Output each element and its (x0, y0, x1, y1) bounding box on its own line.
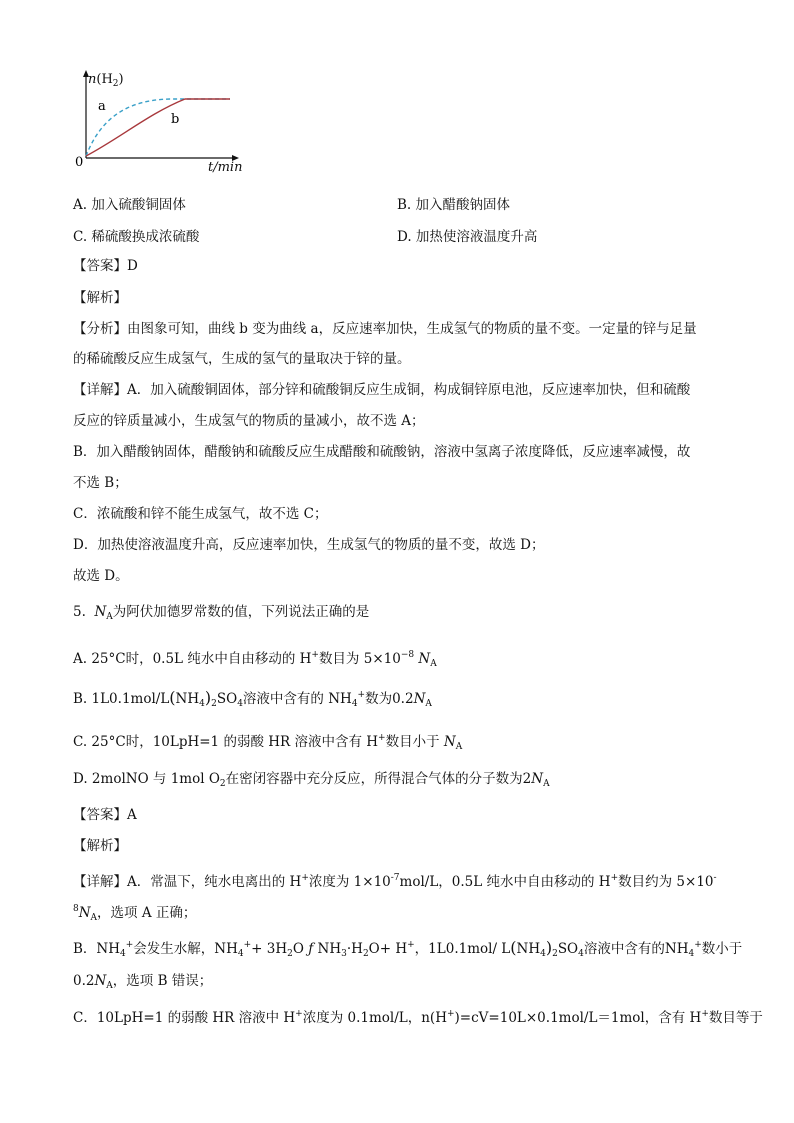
q4-analysis-tag: 【解析】 (73, 290, 127, 306)
q5-option-d: D. 2molNO 与 1mol $O_2$在密闭容器中充分反应，所得混合气体的分子数为$2N_A$ (73, 771, 550, 789)
q5-detail-line-3: B．$NH_4^+$会发生水解，$NH_4^++ 3H_2O$ ƒ $NH_3\cdot H_2O+ H^+$，1L0.1mol/ $L(NH_4)_2SO_4$溶液中含有的$NH_4^+$数小于 (73, 938, 743, 959)
curve-b-label: b (171, 112, 180, 127)
origin-label: 0 (75, 155, 84, 170)
q4-detail-line-1: 【详解】A．加入硫酸铜固体，部分锌和硫酸铜反应生成铜，构成铜锌原电池，反应速率加快，但和硫酸 (73, 382, 691, 398)
q5-stem: 5. $N_A$为阿伏加德罗常数的值，下列说法正确的是 (73, 604, 370, 622)
q5-option-a: A. 25°C时，0.5L 纯水中自由移动的 H+数目为 $5\times 10^{-8}$ $N_A$ (73, 650, 437, 669)
q4-detail-line-4: 不选 B； (73, 475, 128, 491)
curve-a (86, 99, 230, 156)
q5-detail-line-2: $^8N_A$，选项 A 正确； (73, 904, 197, 923)
q5-option-b: B. $1L0.1mol/L(NH_4)_2SO_4$溶液中含有的 $NH_4^+$数为$0.2N_A$ (73, 688, 432, 709)
q5-detail-line-5: C．10LpH=1 的弱酸 HR 溶液中 H+浓度为 0.1mol/L，n(H+)=cV=10L×0.1mol/L＝1mol，含有 H+数目等于 (73, 1009, 763, 1026)
q4-option-c: C. 稀硫酸换成浓硫酸 (73, 229, 200, 245)
q4-detail-line-7: 故选 D。 (73, 568, 129, 584)
q4-detail-line-3: B．加入醋酸钠固体，醋酸钠和硫酸反应生成醋酸和硫酸钠，溶液中氢离子浓度降低，反应速率减慢，故 (73, 444, 691, 460)
q4-detail-line-2: 反应的锌质量减小，生成氢气的物质的量减小，故不选 A； (73, 413, 425, 429)
q4-answer: 【答案】D (73, 258, 138, 274)
y-axis-label: $n(H_2)$ (88, 72, 124, 89)
q4-fenxi-line-2: 的稀硫酸反应生成氢气，生成的氢气的量取决于锌的量。 (73, 351, 411, 367)
q5-answer: 【答案】A (73, 807, 137, 823)
q4-detail-line-6: D．加热使溶液温度升高，反应速率加快，生成氢气的物质的量不变，故选 D； (73, 537, 545, 553)
q4-option-b: B. 加入醋酸钠固体 (397, 197, 511, 213)
q5-option-c: C. 25°C时，10LpH=1 的弱酸 HR 溶液中含有 H+数目小于 $N_A$ (73, 733, 463, 752)
x-axis-label: t/min (208, 160, 243, 175)
q5-analysis-tag: 【解析】 (73, 838, 127, 854)
q5-detail-line-4: $0.2N_A$，选项 B 错误； (73, 973, 213, 991)
q4-fenxi-line-1: 【分析】由图象可知，曲线 b 变为曲线 a，反应速率加快，生成氢气的物质的量不变。一定量的锌与足量 (73, 321, 697, 337)
curve-b (86, 99, 230, 156)
curve-a-label: a (98, 99, 106, 114)
q4-option-a: A. 加入硫酸铜固体 (73, 197, 186, 213)
q4-option-d: D. 加热使溶液温度升高 (397, 229, 538, 245)
q4-detail-line-5: C．浓硫酸和锌不能生成氢气，故不选 C； (73, 506, 328, 522)
q5-detail-line-1: 【详解】A．常温下，纯水电离出的 H+浓度为 $1\times 10^{-7}mol/L$，0.5L 纯水中自由移动的 H+数目约为 5×10- (73, 873, 717, 890)
